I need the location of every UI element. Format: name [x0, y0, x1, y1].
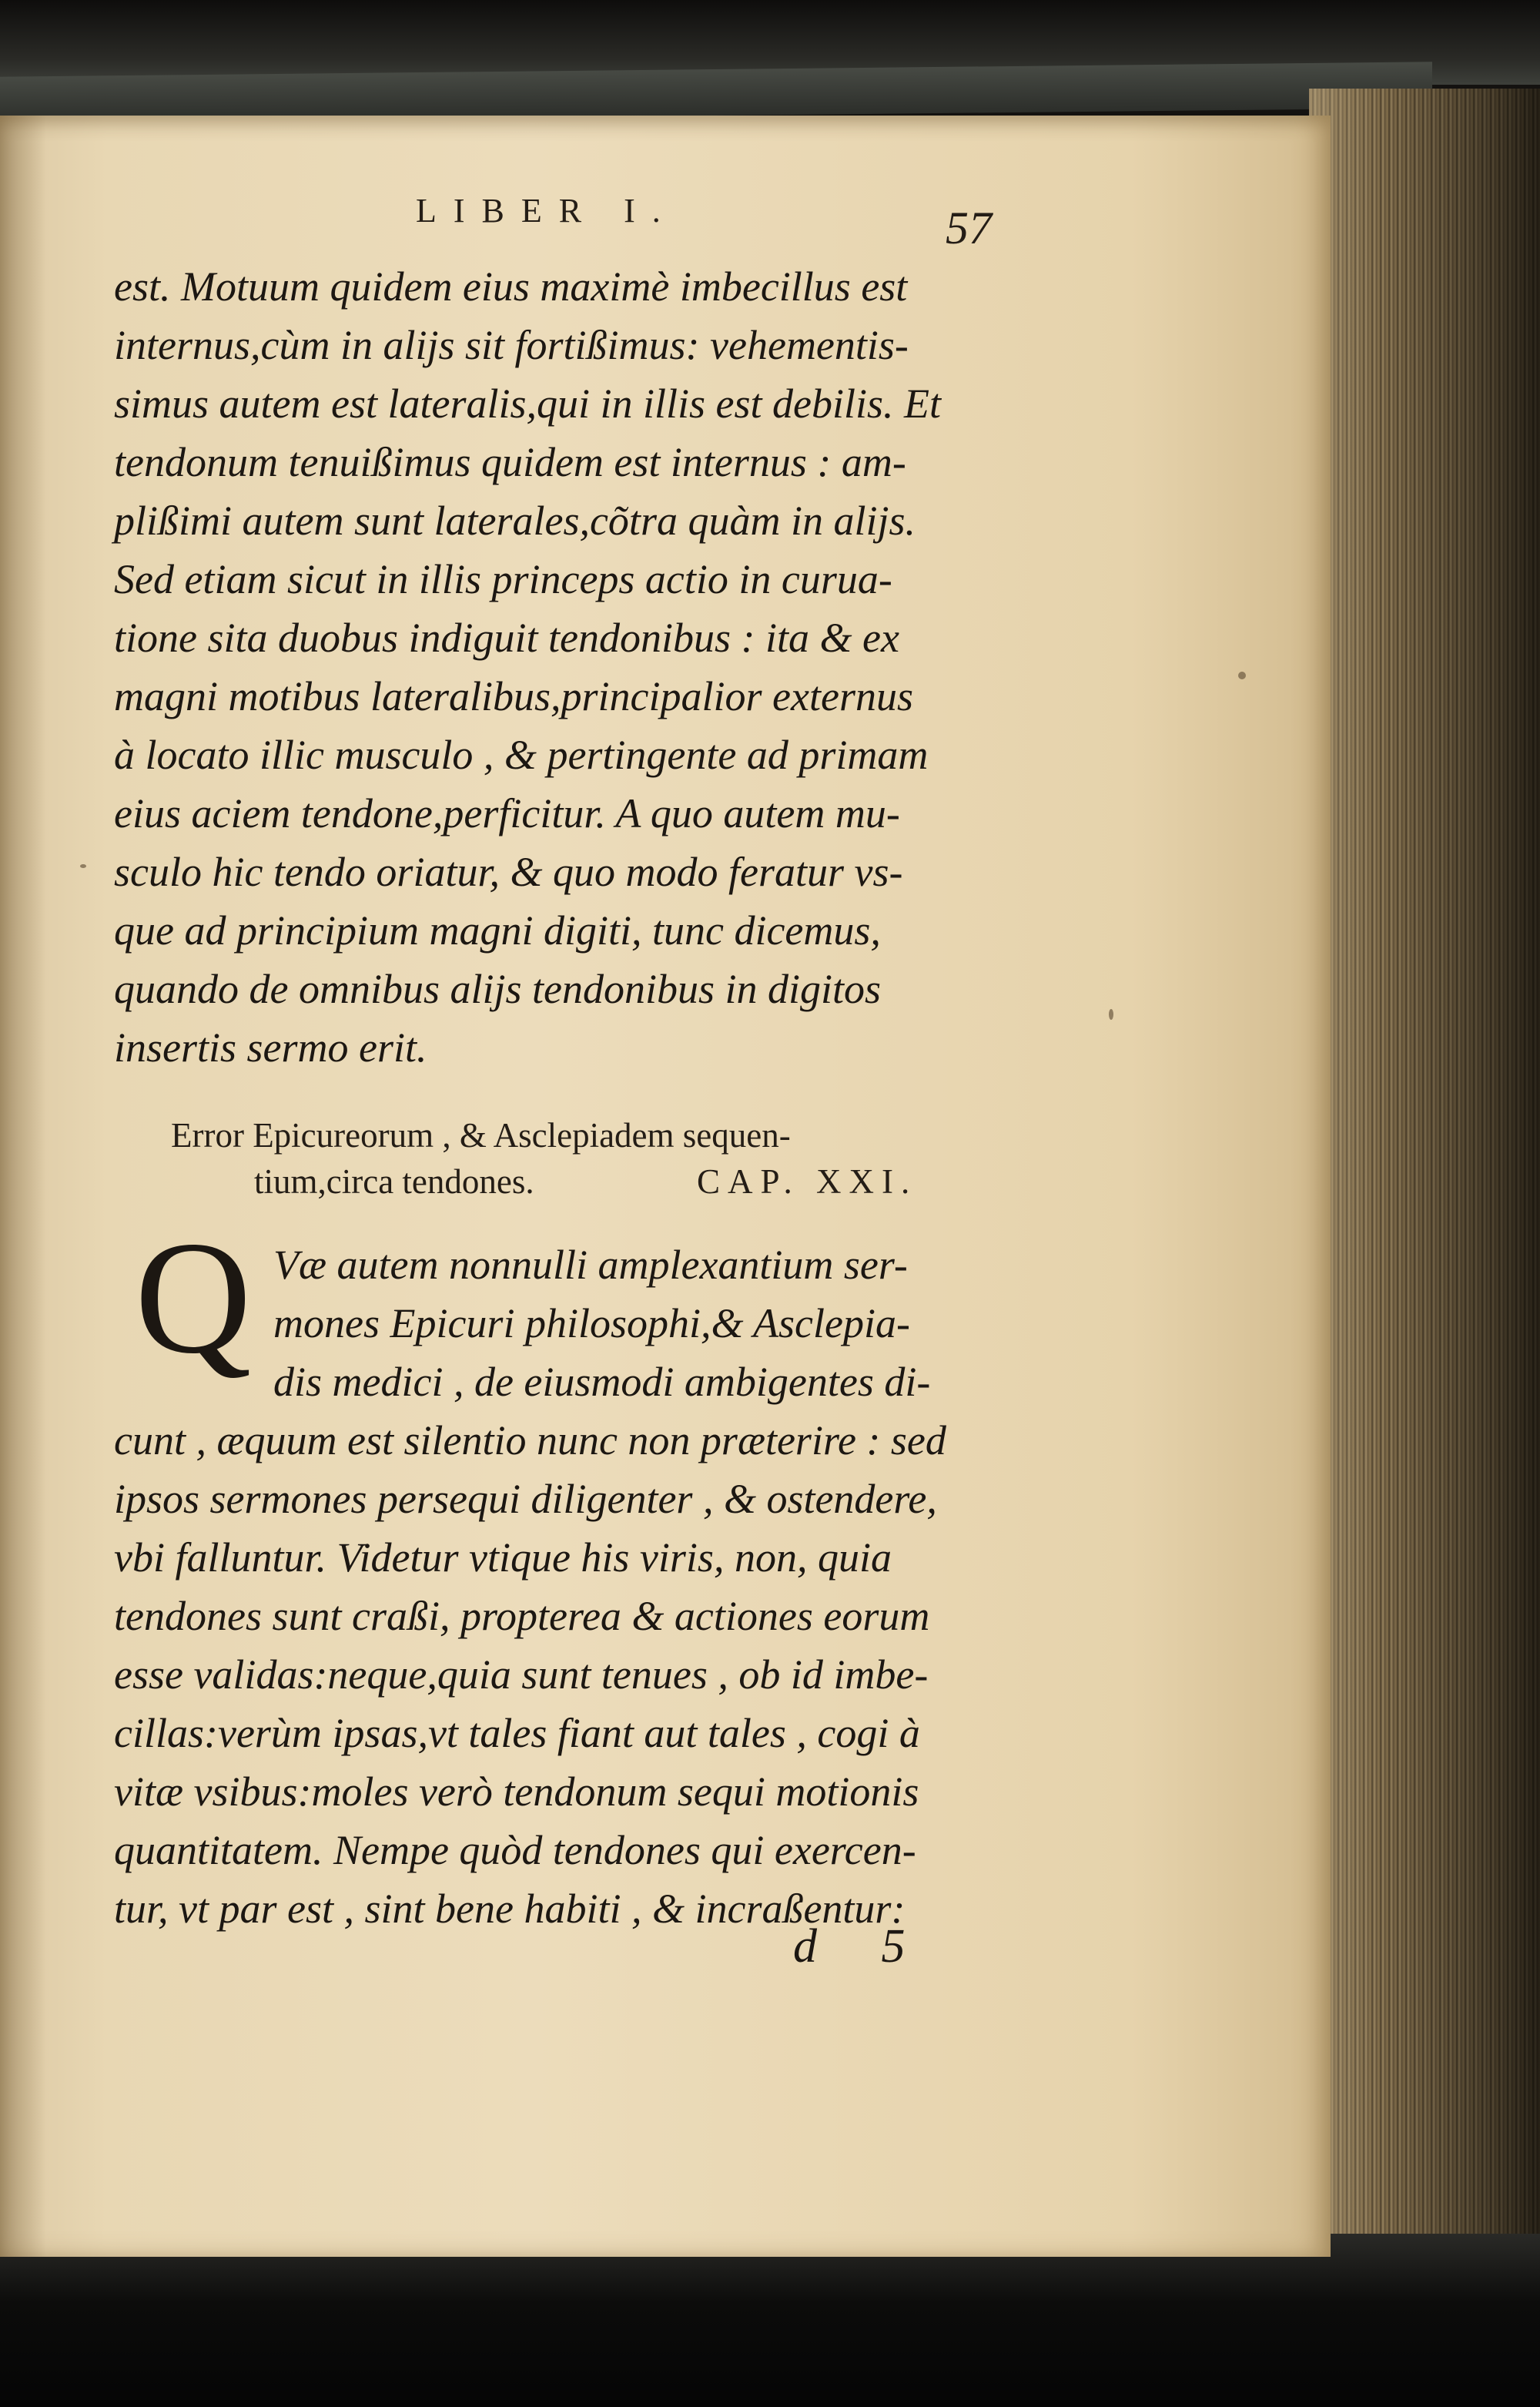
- paper-speck: [80, 864, 86, 868]
- text-line: mones Epicuri philosophi,& Asclepia-: [273, 1300, 910, 1346]
- page-number: 57: [946, 203, 992, 253]
- text-line: tur, vt par est , sint bene habiti , & incraßentur:: [114, 1886, 906, 1932]
- text-line: sculo hic tendo oriatur, & quo modo feratur vs-: [114, 849, 903, 895]
- text-line: tendonum tenuißimus quidem est internus : am-: [114, 439, 906, 485]
- text-line: que ad principium magni digiti, tunc dicemus,: [114, 907, 881, 954]
- text-line: à locato illic musculo , & pertingente ad primam: [114, 732, 929, 778]
- text-line: ipsos sermones persequi diligenter , & ostendere,: [114, 1476, 937, 1522]
- gutter-shadow: [0, 116, 46, 2257]
- photo-background-bottom: [0, 2234, 1540, 2407]
- page-stack-shadow: [1309, 89, 1540, 2268]
- text-line: est. Motuum quidem eius maximè imbecillus est: [114, 263, 908, 310]
- text-line: tendones sunt craßi, propterea & actiones eorum: [114, 1593, 930, 1639]
- text-line: quantitatem. Nempe quòd tendones qui exercen-: [114, 1827, 916, 1873]
- book-page: [0, 116, 1331, 2257]
- text-line: cillas:verùm ipsas,vt tales fiant aut tales , cogi à: [114, 1710, 920, 1756]
- text-line: simus autem est lateralis,qui in illis est debilis. Et: [114, 380, 941, 427]
- text-line: magni motibus lateralibus,principalior externus: [114, 673, 913, 719]
- text-line: insertis sermo erit.: [114, 1024, 427, 1071]
- text-line: internus,cùm in alijs sit fortißimus: vehementis-: [114, 322, 909, 368]
- chapter-title-line-2: tium,circa tendones.: [254, 1162, 534, 1201]
- chapter-number: CAP. XXI.: [697, 1162, 918, 1201]
- text-line: cunt , æquum est silentio nunc non præterire : sed: [114, 1417, 946, 1463]
- drop-cap: Q: [135, 1209, 252, 1387]
- text-line: plißimi autem sunt laterales,cõtra quàm in alijs.: [114, 498, 916, 544]
- text-line: quando de omnibus alijs tendonibus in digitos: [114, 966, 882, 1012]
- text-line: Væ autem nonnulli amplexantium ser-: [273, 1242, 908, 1288]
- chapter-title-line-1: Error Epicureorum , & Asclepiadem sequen-: [171, 1116, 791, 1155]
- text-line: vitæ vsibus:moles verò tendonum sequi motionis: [114, 1768, 919, 1815]
- text-line: tione sita duobus indiguit tendonibus : ita & ex: [114, 615, 899, 661]
- text-line: vbi falluntur. Videtur vtique his viris, non, quia: [114, 1534, 892, 1581]
- signature-mark: d 5: [793, 1920, 932, 1973]
- text-line: esse validas:neque,quia sunt tenues , ob id imbe-: [114, 1651, 929, 1698]
- text-line: dis medici , de eiusmodi ambigentes di-: [273, 1359, 931, 1405]
- text-line: eius aciem tendone,perficitur. A quo autem mu-: [114, 790, 900, 836]
- paper-speck: [1238, 672, 1246, 679]
- paper-speck: [1109, 1009, 1113, 1020]
- running-head: LIBER I.: [416, 192, 678, 230]
- text-line: Sed etiam sicut in illis princeps actio in curua-: [114, 556, 892, 602]
